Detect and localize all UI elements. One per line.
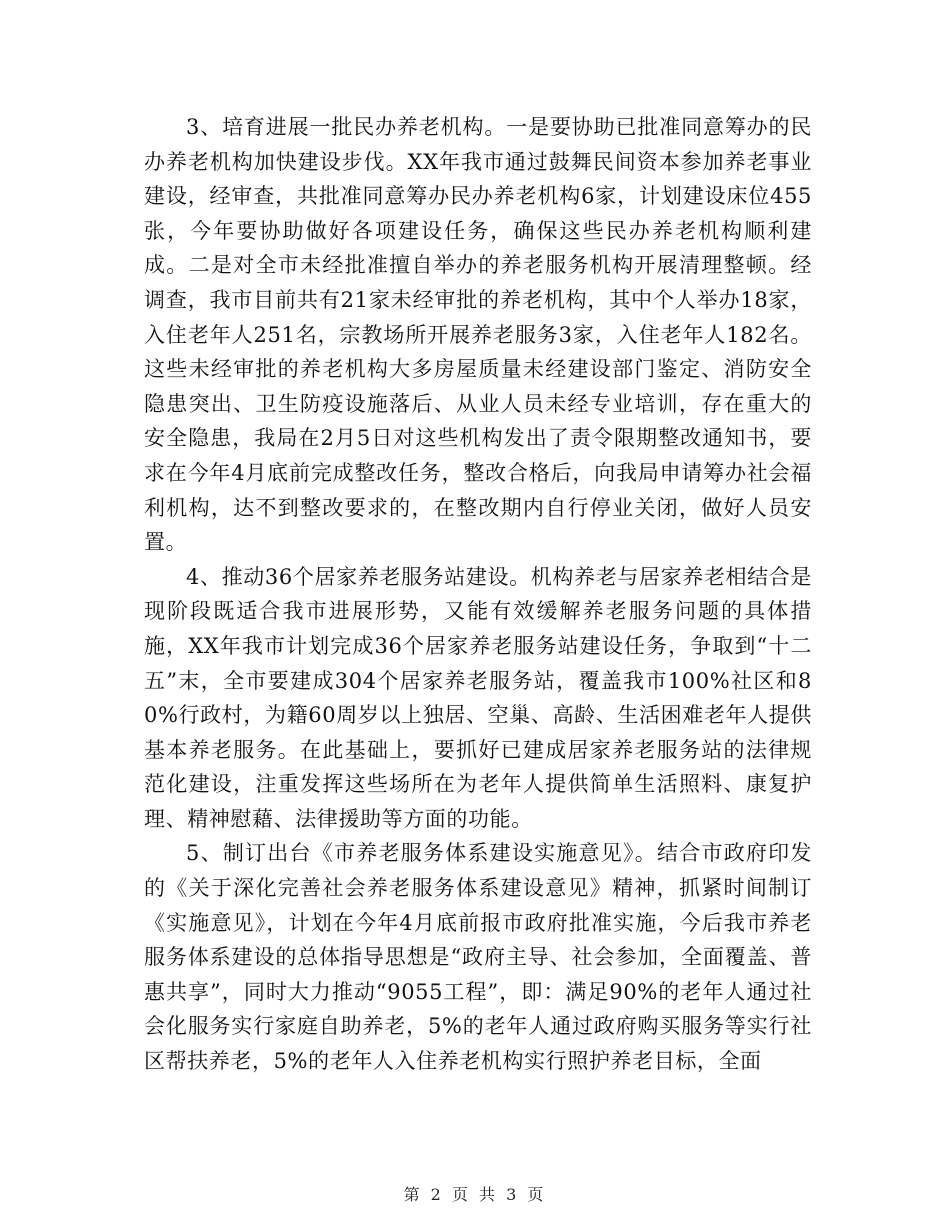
paragraph-3-private-elderly-institutions: 3、培育进展一批民办养老机构。一是要协助已批准同意筹办的民办养老机构加快建设步伐。XX年我市通过鼓舞民间资本参加养老事业建设，经审查，共批准同意筹办民办养老机构6家，计划建设床位455张，今年要协助做好各项建设任务，确保这些民办养老机构顺利建成。二是对全市未经批准擅自举办的养老服务机构开展清理整顿。经调查，我市目前共有21家未经审批的养老机构，其中个人举办18家，入住老年人251名，宗教场所开展养老服务3家，入住老年人182名。这些未经审批的养老机构大多房屋质量未经建设部门鉴定、消防安全隐患突出、卫生防疫设施落后、从业人员未经专业培训，存在重大的安全隐患，我局在2月5日对这些机构发出了责令限期整改通知书，要求在今年4月底前完成整改任务，整改合格后，向我局申请筹办社会福利机构，达不到整改要求的，在整改期内自行停业关闭，做好人员安置。: [144, 115, 812, 555]
paragraph-5-implementation-opinion: 5、制订出台《市养老服务体系建设实施意见》。结合市政府印发的《关于深化完善社会养老服务体系建设意见》精神，抓紧时间制订《实施意见》，计划在今年4月底前报市政府批准实施，今后我市养老服务体系建设的总体指导思想是“政府主导、社会参加，全面覆盖、普惠共享”，同时大力推动“9055工程”，即：满足90%的老年人通过社会化服务实行家庭自助养老，5%的老年人通过政府购买服务等实行社区帮扶养老，5%的老年人入住养老机构实行照护养老目标，全面: [144, 841, 812, 1074]
document-body: [144, 110, 812, 1079]
page-number-footer: 第 2 页 共 3 页: [403, 1185, 547, 1204]
paragraph-4-home-care-stations: 4、推动36个居家养老服务站建设。机构养老与居家养老相结合是现阶段既适合我市进展形势，又能有效缓解养老服务问题的具体措施，XX年我市计划完成36个居家养老服务站建设任务，争取到“十二五”末，全市要建成304个居家养老服务站，覆盖我市100%社区和80%行政村，为籍60周岁以上独居、空巢、高龄、生活困难老年人提供基本养老服务。在此基础上，要抓好已建成居家养老服务站的法律规范化建设，注重发挥这些场所在为老年人提供简单生活照料、康复护理、精神慰藉、法律援助等方面的功能。: [144, 564, 812, 831]
